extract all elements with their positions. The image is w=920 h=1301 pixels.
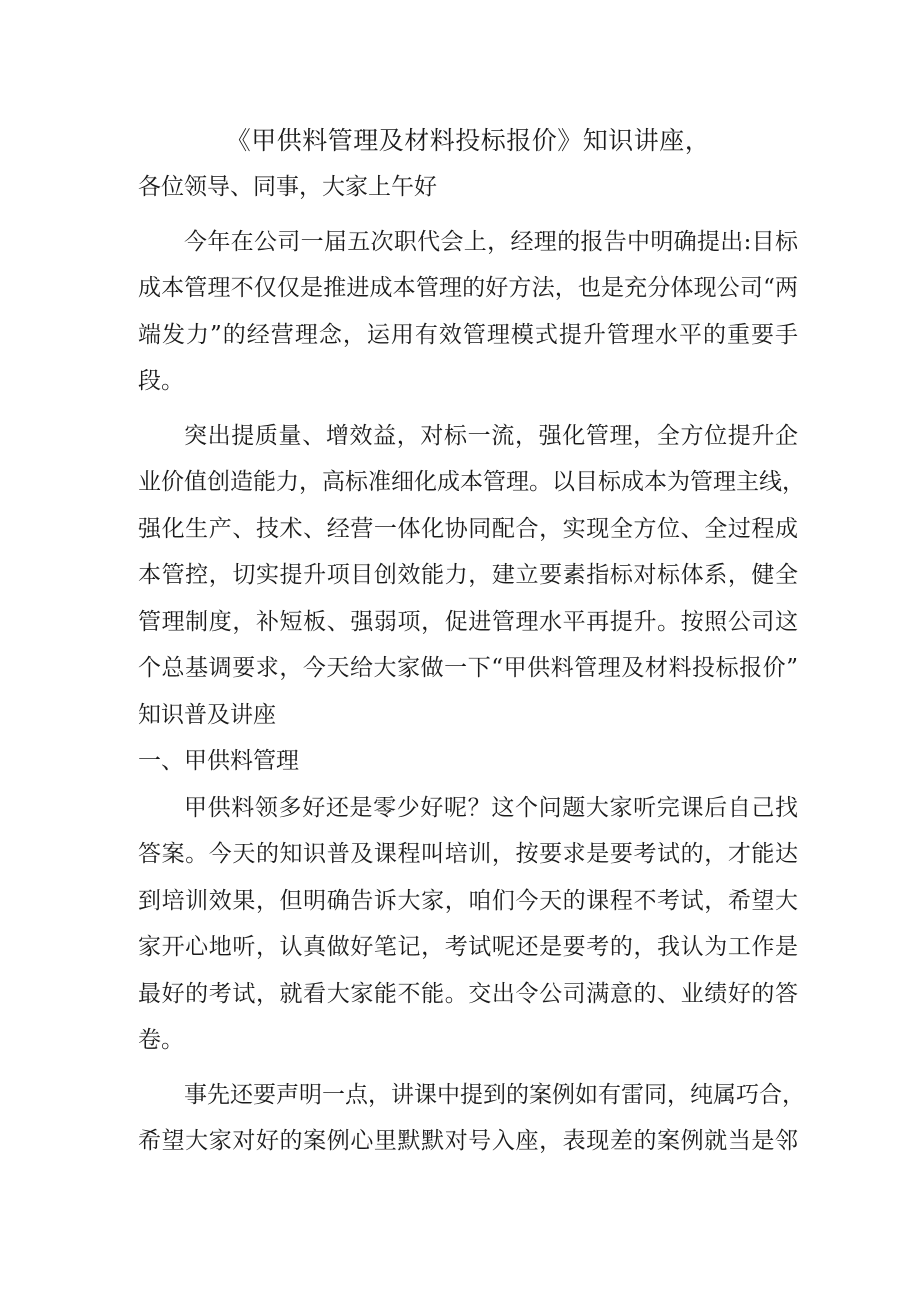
- paragraph-line: 到培训效果，但明确告诉大家，咱们今天的课程不考试，希望大: [138, 887, 798, 914]
- paragraph-line: 管理制度，补短板、强弱项，促进管理水平再提升。按照公司这: [138, 608, 798, 635]
- document-title: 《甲供料管理及材料投标报价》知识讲座，: [225, 126, 711, 155]
- paragraph-line: 事先还要声明一点，讲课中提到的案例如有雷同，纯属巧合，: [184, 1081, 805, 1108]
- paragraph-line: 强化生产、技术、经营一体化协同配合，实现全方位、全过程成: [138, 515, 798, 542]
- paragraph-2: [138, 413, 805, 739]
- paragraph-line: 家开心地听，认真做好笔记，考试呢还是要考的，我认为工作是: [138, 934, 798, 960]
- paragraph-line: 答案。今天的知识普及课程叫培训，按要求是要考试的，才能达: [138, 841, 798, 867]
- paragraph-4: [138, 1072, 805, 1165]
- paragraph-line: 希望大家对好的案例心里默默对号入座，表现差的案例就当是邻: [138, 1128, 798, 1154]
- paragraph-line: 端发力”的经营理念，运用有效管理模式提升管理水平的重要手: [138, 321, 798, 348]
- document-body: [138, 118, 805, 1165]
- paragraph-line: 成本管理不仅仅是推进成本管理的好方法，也是充分体现公司“两: [138, 275, 798, 301]
- paragraph-line: 段。: [138, 368, 184, 394]
- greeting-line: 各位领导、同事，大家上午好: [138, 174, 437, 200]
- section-heading: 一、甲供料管理: [138, 748, 299, 774]
- paragraph-line: 卷。: [138, 1027, 184, 1053]
- paragraph-line: 个总基调要求，今天给大家做一下“甲供料管理及材料投标报价”: [138, 655, 798, 681]
- paragraph-line: 业价值创造能力，高标准细化成本管理。以目标成本为管理主线，: [138, 469, 805, 495]
- paragraph-line: 甲供料领多好还是零少好呢？这个问题大家听完课后自己找: [184, 794, 798, 821]
- paragraph-3: [138, 785, 798, 1064]
- paragraph-line: 知识普及讲座: [138, 701, 276, 728]
- paragraph-line: 本管控，切实提升项目创效能力，建立要素指标对标体系，健全: [138, 562, 798, 588]
- paragraph-1: [138, 219, 798, 405]
- paragraph-line: 今年在公司一届五次职代会上，经理的报告中明确提出:目标: [184, 228, 798, 255]
- paragraph-line: 最好的考试，就看大家能不能。交出令公司满意的、业绩好的答: [138, 980, 798, 1007]
- paragraph-line: 突出提质量、增效益，对标一流，强化管理，全方位提升企: [184, 422, 798, 449]
